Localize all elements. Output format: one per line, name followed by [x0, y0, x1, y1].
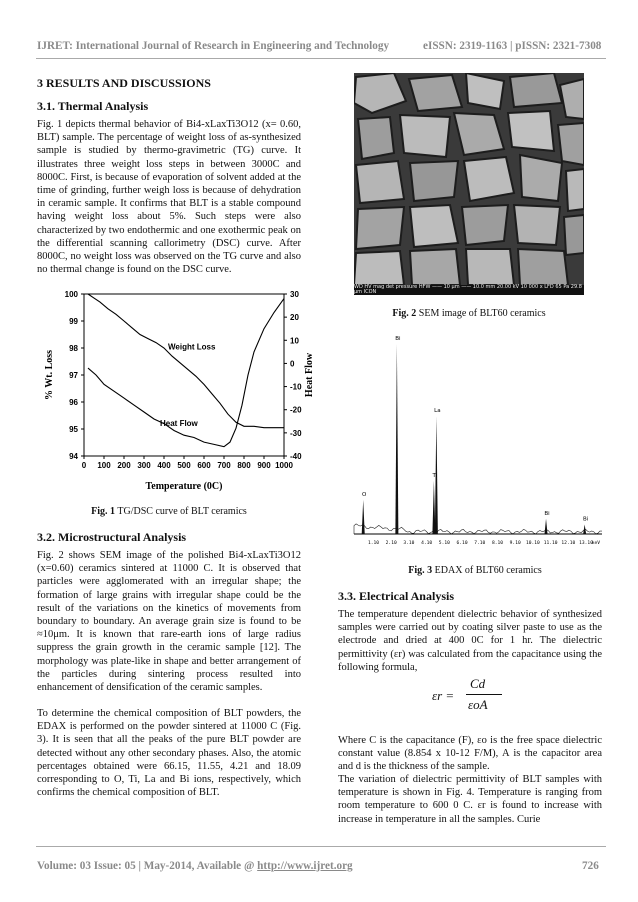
edax-x-tick-label: 10.10 [525, 541, 540, 546]
edax-x-tick-label: 1.10 [367, 541, 380, 546]
y-tick-label: 94 [69, 452, 78, 461]
edax-x-tick-label: 8.10 [491, 541, 504, 546]
x-tick-label: 400 [157, 461, 171, 470]
x-tick-label: 100 [97, 461, 111, 470]
edax-x-tick-label: 11.10 [543, 541, 558, 546]
formula-lhs: εr = [432, 688, 455, 703]
sem-databar: WD HV mag det pressure HFW —— 10 μm —— 10.0 mm 20.00 kV 10 000 x LFD 65 Pa 29.8 μm ICON [354, 285, 584, 295]
edax-chart [340, 328, 610, 556]
edax-x-tick-label: 6.10 [456, 541, 468, 546]
fig3-caption [340, 565, 610, 576]
y-axis-title: % Wt. Loss [44, 349, 55, 401]
y-tick-label: 98 [69, 344, 78, 353]
x-tick-label: 600 [197, 461, 211, 470]
edax-peak-label: Bi [395, 336, 401, 342]
edax-x-tick-label: 7.10 [474, 541, 486, 546]
edax-peak-label: La [434, 408, 441, 415]
y-tick-label: 95 [69, 425, 78, 434]
edax-x-tick-label: 2.10 [385, 541, 397, 546]
edax-peak [545, 519, 548, 534]
thermal-heading: 3.1. Thermal Analysis [37, 99, 149, 113]
footer-rule [36, 846, 606, 847]
x-tick-label: 800 [237, 461, 251, 470]
edax-x-tick-label: 4.10 [421, 541, 433, 546]
fig2-caption-text: SEM image of BLT60 ceramics [416, 308, 546, 319]
thermal-paragraph: Fig. 1 depicts thermal behavior of Bi4-xLaxTi3O12 (x= 0.60, BLT) sample. The percentage of weight loss of as-synthesized sample is studied by thermo-gravimetric (TG) curve. It illustrates three weight loss steps in between 3000C and 8000C. First, is because of evaporation of solvent added at the time of grinding, further weigh loss is because of dehydration in ceramic sample. It confirms that BLT is a stable compound having weight loss about 5%. Such steps were also characterized by two endothermic and one exothermic peak on the differential scanning callorimetry (DSC) curve. After 8000C, no weight loss was observed on the TG curve and also no thermal change is found on the DSC curve. [37, 119, 301, 276]
edax-peak-label: Bi [544, 510, 550, 517]
fig2-caption [354, 308, 584, 319]
y-tick-label: 100 [64, 290, 78, 299]
x-tick-label: 900 [257, 461, 271, 470]
fig2-caption-label: Fig. 2 [392, 308, 417, 319]
y2-tick-label: 30 [290, 290, 299, 299]
edax-peak-label: Ti [432, 472, 438, 479]
y2-tick-label: -30 [290, 428, 302, 438]
footer-text: Volume: 03 Issue: 05 | May-2014, Available @ [37, 860, 258, 872]
fig1-caption [37, 506, 301, 517]
permittivity-formula [432, 676, 512, 720]
sem-image [354, 73, 584, 295]
journal-header: IJRET: International Journal of Research in Engineering and Technology [37, 40, 390, 52]
y2-tick-label: -10 [290, 382, 302, 392]
plot-frame [84, 294, 284, 456]
micro-paragraph-1: Fig. 2 shows SEM image of the polished Bi4-xLaxTi3O12 (x=0.60) ceramics sintered at 11000 C. It is observed that particles were agglomerated with an irregular shape; the formation of large grains with irregular shape could be the result of the variations on the kinetics of movements from boundary to boundary. An average grain size is found to be ≈10μm. It is known that rare-earth ions of large radius suppress the grain growth in the ceramic sample [12]. The morphology was plate-like in shape and better arrangement of the particles during sintering process resulted into enhancement of densification of the ceramic samples. [37, 550, 301, 694]
formula-fraction-bar [466, 694, 502, 695]
fig1-caption-label: Fig. 1 [91, 506, 116, 517]
footer-volume [37, 860, 353, 872]
section-title: 3 RESULTS AND DISCUSSIONS [37, 76, 211, 90]
electrical-heading: 3.3. Electrical Analysis [338, 589, 454, 603]
y2-axis-title: Heat Flow [304, 352, 315, 398]
y2-tick-label: 20 [290, 313, 299, 323]
fig3-caption-label: Fig. 3 [408, 565, 433, 576]
edax-x-tick-label: 13.10 [579, 541, 593, 546]
formula-denominator: εoA [468, 697, 488, 712]
edax-noise [354, 524, 602, 534]
electrical-paragraph-1: The temperature dependent dielectric behavior of synthesized samples were carried out by coating silver paste to use as the electrode and dried at 400 0C for 1 hr. The dielectric permittivity (εr) was calculated from the capacitance using the following formula, [338, 609, 602, 673]
tg-dsc-chart [40, 284, 320, 499]
edax-x-unit: keV [591, 541, 600, 546]
x-tick-label: 300 [137, 461, 151, 470]
header-rule [36, 58, 606, 59]
page-number: 726 [582, 860, 599, 872]
y-tick-label: 97 [69, 371, 78, 380]
edax-peak-label: O [362, 491, 367, 498]
footer-link[interactable]: http://www.ijret.org [257, 860, 353, 872]
edax-svg [340, 328, 610, 556]
weight-loss-annotation: Weight Loss [168, 342, 216, 352]
x-tick-label: 500 [177, 461, 191, 470]
issn-header: eISSN: 2319-1163 | pISSN: 2321-7308 [423, 40, 602, 52]
electrical-paragraph-2: Where C is the capacitance (F), εo is the free space dielectric constant value (8.854 x 10-12 F/M), A is the capacitor area and d is the thickness of the sample. [338, 735, 602, 773]
fig1-caption-text: TG/DSC curve of BLT ceramics [115, 506, 247, 517]
edax-x-tick-label: 3.10 [403, 541, 415, 546]
y2-tick-label: 0 [290, 359, 295, 369]
x-tick-label: 0 [81, 461, 87, 470]
tg-dsc-svg [40, 284, 320, 499]
micro-paragraph-2: To determine the chemical composition of BLT powders, the EDAX is performed on the powder sintered at 11000 C (Fig. 3). It is seen that all the peaks of the pure BLT powder are detected without any other secondary phases. Also, the atomic percentages obtained were 66.15, 11.55, 4.21 and 18.09 corresponding to O, Ti, La and Bi ions, respectively, which confirms the chemical composition of BLT. [37, 708, 301, 799]
sem-grains-svg [354, 73, 584, 285]
x-tick-label: 200 [117, 461, 131, 470]
edax-x-tick-label: 12.10 [561, 541, 576, 546]
heat-flow-annotation: Heat Flow [160, 418, 198, 428]
weight-loss-line [88, 294, 284, 428]
y-tick-label: 96 [69, 398, 78, 407]
y2-tick-label: -40 [290, 452, 302, 461]
x-axis-title: Temperature (0C) [145, 481, 223, 492]
x-tick-label: 1000 [275, 461, 293, 470]
edax-peak-label: Bi [582, 516, 589, 523]
edax-peak [362, 500, 365, 534]
micro-heading: 3.2. Microstructural Analysis [37, 530, 187, 544]
electrical-paragraph-3: The variation of dielectric permittivity of BLT samples with temperature is shown in Fig. 4. Temperature is ranging from room temperature to 600 0 C. εr is found to increase with increase in temperature in all the samples. Curie [338, 774, 602, 825]
formula-numerator: Cd [470, 676, 486, 691]
y-tick-label: 99 [69, 317, 78, 326]
y2-tick-label: -20 [290, 405, 302, 415]
edax-x-tick-label: 9.10 [509, 541, 521, 546]
edax-peak [395, 344, 398, 534]
edax-x-tick-label: 5.10 [438, 541, 450, 546]
y2-tick-label: 10 [290, 336, 299, 346]
x-tick-label: 700 [217, 461, 231, 470]
fig3-caption-text: EDAX of BLT60 ceramics [432, 565, 542, 576]
edax-peak [432, 481, 435, 534]
